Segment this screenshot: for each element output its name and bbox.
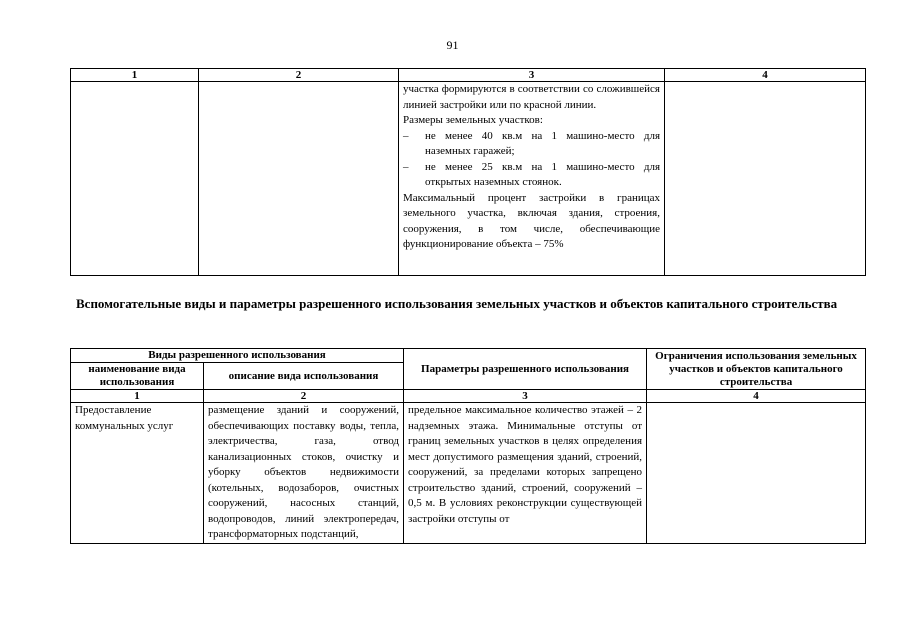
cell-use-restrictions	[647, 403, 866, 544]
header-restrictions: Ограничения использования земельных участков и объектов капитального строительства	[647, 349, 866, 390]
list-item	[403, 160, 660, 191]
auxiliary-uses-table	[70, 348, 866, 544]
dash-marker: –	[403, 160, 409, 173]
section-heading: Вспомогательные виды и параметры разрешенного использования земельных участков и объектов капитального строительства	[76, 296, 838, 311]
column-number-row	[71, 390, 866, 403]
cell-use-description: размещение зданий и сооружений, обеспечивающих поставку воды, тепла, электричества, газа, отвод канализационных стоков, очистку и уборку объектов недвижимости (котельных, водозаборов, очистных сооружений, насосных станций, водопроводов, линий электропередач, трансформаторных подстанций,	[204, 403, 404, 544]
cell-use-name: Предоставление коммунальных услуг	[71, 403, 204, 544]
paragraph: Размеры земельных участков:	[403, 114, 543, 126]
column-number: 2	[199, 69, 399, 82]
header-row	[71, 349, 866, 363]
column-number: 1	[71, 390, 204, 403]
column-number: 4	[647, 390, 866, 403]
dash-marker: –	[403, 129, 409, 142]
cell-parameters	[399, 82, 665, 276]
column-number-row	[71, 69, 866, 82]
column-number: 3	[399, 69, 665, 82]
table-row	[71, 82, 866, 276]
header-group: Виды разрешенного использования	[71, 349, 404, 363]
list-item-text: не менее 25 кв.м на 1 машино-место для открытых наземных стоянок.	[425, 160, 660, 188]
column-number: 4	[665, 69, 866, 82]
cell-empty	[71, 82, 199, 276]
cell-empty	[199, 82, 399, 276]
cell-use-parameters: предельное максимальное количество этажей – 2 надземных этажа. Минимальные отступы от границ земельных участков в целях определения мест допустимого размещения зданий, строений, сооружений, за пределами которых запрещено строительство зданий, строений, сооружений – 0,5 м. В условиях реконструкции существующей застройки отступы от	[404, 403, 647, 544]
column-number: 3	[404, 390, 647, 403]
header-parameters: Параметры разрешенного использования	[404, 349, 647, 390]
header-description: описание вида использования	[204, 363, 404, 390]
paragraph: Максимальный процент застройки в границах земельного участка, включая здания, строения, сооружения, в том числе, обеспечивающие функционирование объекта – 75%	[403, 191, 660, 250]
cell-empty	[665, 82, 866, 276]
header-name: наименование вида использования	[71, 363, 204, 390]
paragraph: участка формируются в соответствии со сложившейся линией застройки или по красной линии.	[403, 83, 660, 111]
list-item-text: не менее 40 кв.м на 1 машино-место для наземных гаражей;	[425, 129, 660, 157]
column-number: 1	[71, 69, 199, 82]
list-item	[403, 129, 660, 160]
column-number: 2	[204, 390, 404, 403]
continuation-table	[70, 68, 866, 276]
page-number: 91	[446, 38, 459, 52]
table-row	[71, 403, 866, 544]
